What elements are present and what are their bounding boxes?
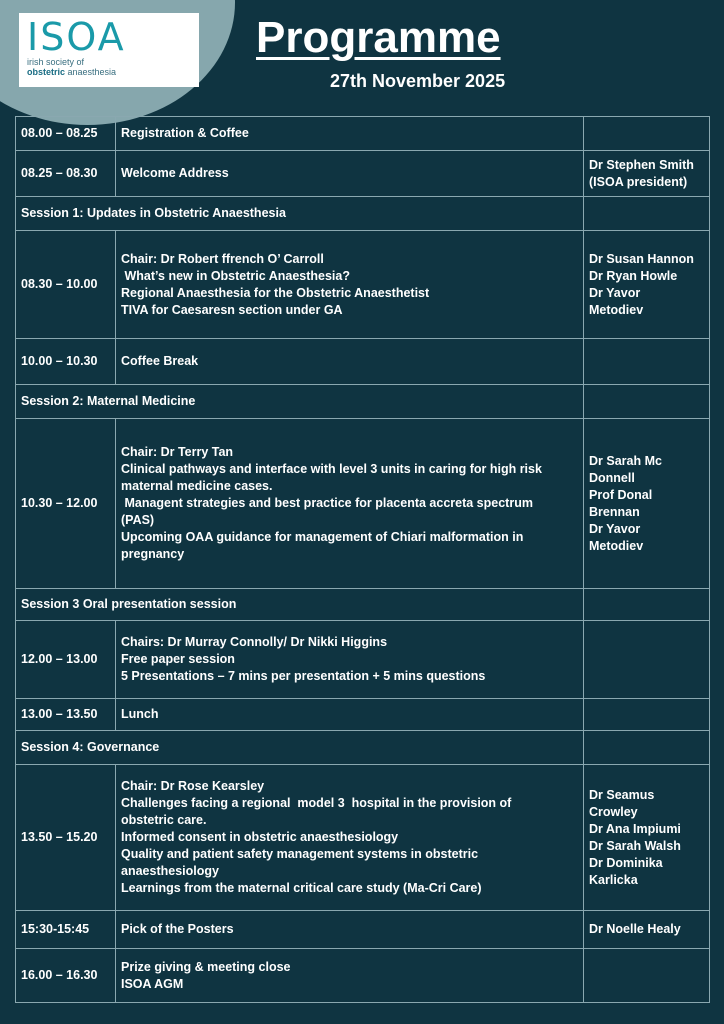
logo-subtitle-line1: irish society of: [27, 57, 85, 67]
session-header-row: [16, 731, 710, 765]
speaker-line: Karlicka: [589, 872, 638, 887]
content-cell: [116, 339, 584, 385]
content-cell: [116, 621, 584, 699]
content-line: Upcoming OAA guidance for management of Chiari malformation in: [121, 530, 524, 544]
logo-subtitle-bold: obstetric: [27, 67, 66, 77]
content-line: Chair: Dr Robert ffrench O’ Carroll: [121, 251, 324, 266]
content-line: pregnancy: [121, 547, 185, 561]
session-title: Session 4: Governance: [16, 731, 584, 765]
speaker-cell: [584, 699, 710, 731]
content-line: Free paper session: [121, 652, 235, 666]
content-line: Prize giving & meeting close: [121, 959, 291, 974]
content-line: Lunch: [121, 707, 159, 721]
content-cell: [116, 117, 584, 151]
table-row: [16, 621, 710, 699]
speaker-cell: [584, 117, 710, 151]
logo-subtitle: [27, 57, 191, 77]
table-row: [16, 911, 710, 949]
content-line: Regional Anaesthesia for the Obstetric Anaesthetist: [121, 285, 430, 300]
time-cell: 10.00 – 10.30: [16, 339, 116, 385]
speaker-line: Dr Noelle Healy: [589, 922, 681, 936]
speaker-line: (ISOA president): [589, 174, 688, 189]
content-line: Registration & Coffee: [121, 126, 249, 140]
table-row: [16, 765, 710, 911]
content-line: Learnings from the maternal critical care study (Ma-Cri Care): [121, 881, 482, 895]
content-line: Quality and patient safety management systems in obstetric: [121, 847, 479, 861]
speaker-line: Dr Dominika: [589, 855, 663, 870]
content-line: Chair: Dr Terry Tan: [121, 445, 234, 459]
content-line: ISOA AGM: [121, 976, 184, 991]
logo-subtitle-rest: anaesthesia: [65, 67, 117, 77]
time-cell: 16.00 – 16.30: [16, 949, 116, 1003]
time-cell: 13.00 – 13.50: [16, 699, 116, 731]
time-cell: 15:30-15:45: [16, 911, 116, 949]
time-cell: 12.00 – 13.00: [16, 621, 116, 699]
page-title: Programme: [256, 13, 501, 62]
content-line: TIVA for Caesaresn section under GA: [121, 302, 343, 317]
session-empty-cell: [584, 197, 710, 231]
programme-table: [15, 116, 710, 1003]
table-row: [16, 419, 710, 589]
content-cell: [116, 231, 584, 339]
speaker-cell: [584, 151, 710, 197]
table-row: [16, 151, 710, 197]
isoa-logo: [19, 13, 199, 87]
content-line: Chair: Dr Rose Kearsley: [121, 779, 265, 793]
content-cell: [116, 911, 584, 949]
speaker-line: Brennan: [589, 504, 640, 519]
speaker-cell: [584, 339, 710, 385]
content-line: What’s new in Obstetric Anaesthesia?: [121, 268, 350, 283]
speaker-line: Prof Donal: [589, 487, 653, 502]
content-line: (PAS): [121, 513, 155, 527]
content-line: anaesthesiology: [121, 864, 219, 878]
content-line: Chairs: Dr Murray Connolly/ Dr Nikki Higgins: [121, 635, 388, 649]
speaker-line: Dr Sarah Mc: [589, 453, 662, 468]
speaker-line: Dr Seamus: [589, 787, 655, 802]
content-cell: [116, 699, 584, 731]
speaker-line: Dr Susan Hannon: [589, 251, 694, 266]
table-row: [16, 699, 710, 731]
table-row: [16, 949, 710, 1003]
speaker-line: Dr Sarah Walsh: [589, 838, 681, 853]
session-title: Session 1: Updates in Obstetric Anaesthesia: [16, 197, 584, 231]
speaker-line: Donnell: [589, 470, 635, 485]
speaker-line: Dr Stephen Smith: [589, 157, 694, 172]
time-cell: 08.30 – 10.00: [16, 231, 116, 339]
content-cell: [116, 765, 584, 911]
speaker-cell: [584, 949, 710, 1003]
content-line: Managent strategies and best practice for placenta accreta spectrum: [121, 496, 533, 510]
speaker-cell: [584, 231, 710, 339]
session-empty-cell: [584, 731, 710, 765]
session-title: Session 2: Maternal Medicine: [16, 385, 584, 419]
time-cell: 10.30 – 12.00: [16, 419, 116, 589]
time-cell: 08.25 – 08.30: [16, 151, 116, 197]
speaker-line: Dr Ryan Howle: [589, 268, 678, 283]
content-line: maternal medicine cases.: [121, 479, 273, 493]
speaker-cell: [584, 419, 710, 589]
session-header-row: [16, 385, 710, 419]
speaker-line: Metodiev: [589, 302, 644, 317]
session-empty-cell: [584, 589, 710, 621]
session-empty-cell: [584, 385, 710, 419]
time-cell: 08.00 – 08.25: [16, 117, 116, 151]
content-line: obstetric care.: [121, 813, 207, 827]
time-cell: 13.50 – 15.20: [16, 765, 116, 911]
speaker-cell: [584, 911, 710, 949]
session-header-row: [16, 197, 710, 231]
speaker-line: Dr Yavor: [589, 285, 641, 300]
speaker-cell: [584, 765, 710, 911]
speaker-line: Dr Ana Impiumi: [589, 821, 681, 836]
programme-body: [16, 117, 710, 1003]
table-row: [16, 117, 710, 151]
event-date: 27th November 2025: [330, 71, 506, 91]
speaker-line: Metodiev: [589, 538, 644, 553]
logo-wordmark: ISOA: [27, 15, 126, 59]
speaker-line: Crowley: [589, 804, 638, 819]
content-line: Pick of the Posters: [121, 922, 234, 936]
content-cell: [116, 949, 584, 1003]
table-row: [16, 339, 710, 385]
content-line: 5 Presentations – 7 mins per presentation + 5 mins questions: [121, 669, 486, 683]
session-title: Session 3 Oral presentation session: [16, 589, 584, 621]
speaker-cell: [584, 621, 710, 699]
content-line: Clinical pathways and interface with level 3 units in caring for high risk: [121, 462, 542, 476]
session-header-row: [16, 589, 710, 621]
content-line: Welcome Address: [121, 166, 229, 180]
table-row: [16, 231, 710, 339]
logo-subtitle-line2: [27, 67, 191, 77]
content-line: Informed consent in obstetric anaesthesiology: [121, 830, 399, 844]
content-line: Coffee Break: [121, 354, 199, 368]
content-cell: [116, 151, 584, 197]
content-cell: [116, 419, 584, 589]
speaker-line: Dr Yavor: [589, 521, 641, 536]
content-line: Challenges facing a regional model 3 hospital in the provision of: [121, 796, 512, 810]
